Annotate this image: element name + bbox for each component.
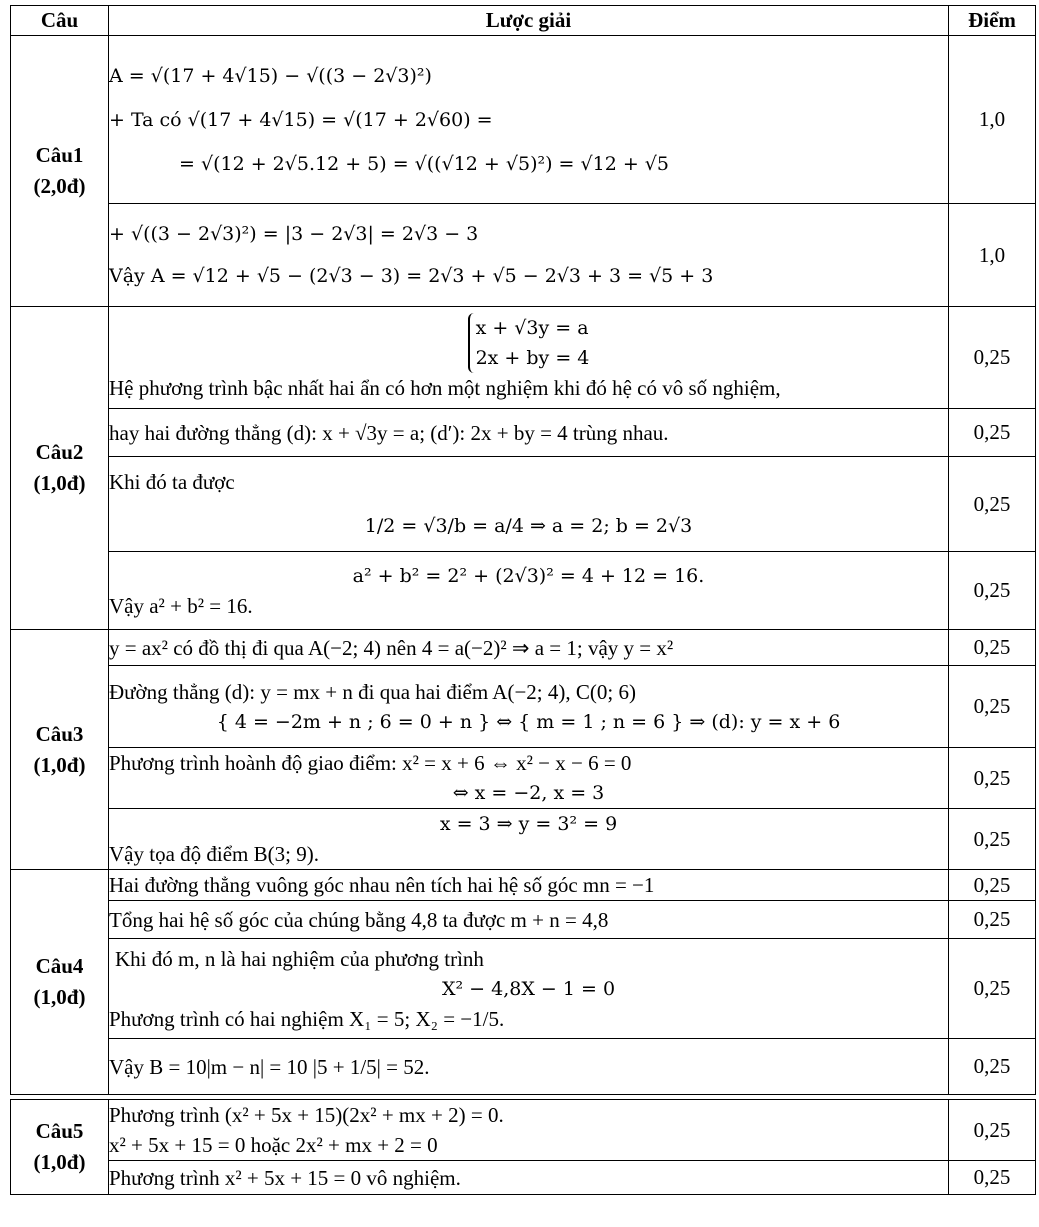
q2-row-4 — [11, 552, 1036, 630]
q1-line: A = √(17 + 4√15) − √((3 − 2√3)²) — [109, 64, 432, 87]
q3-score-1: 0,25 — [949, 630, 1036, 666]
q2-row-2 — [11, 409, 1036, 457]
q1-line: = √(12 + 2√5.12 + 5) = √((√12 + √5)²) = √12 + √5 — [179, 152, 669, 175]
q2-equation: a² + b² = 2² + (2√3)² = 4 + 12 = 16. — [352, 564, 705, 587]
q4-equation: X² − 4,8X − 1 = 0 — [441, 977, 616, 1000]
q2-text: Hệ phương trình bậc nhất hai ẩn có hơn một nghiệm khi đó hệ có vô số nghiệm, — [109, 375, 781, 400]
q2-row-3 — [11, 457, 1036, 552]
q2-label-cell — [11, 307, 109, 630]
q1-row-1 — [11, 36, 1036, 204]
q2-text: Khi đó ta được — [109, 470, 235, 494]
q4-solution-4 — [109, 1039, 949, 1095]
q2-solution-2 — [109, 409, 949, 457]
q4-row-3 — [11, 939, 1036, 1039]
header-luoc-giai: Lược giải — [109, 6, 949, 36]
q3-row-1 — [11, 630, 1036, 666]
q4-score-3: 0,25 — [949, 939, 1036, 1039]
q1-line: Vậy A = √12 + √5 − (2√3 − 3) = 2√3 + √5 − 2√3 + 3 = √5 + 3 — [109, 265, 714, 287]
q3-label: Câu3 — [35, 721, 84, 746]
q3-solution-4 — [109, 809, 949, 870]
q1-label: Câu1 — [35, 143, 84, 167]
q5-row-2 — [11, 1161, 1036, 1195]
q3-text: Phương trình hoành độ giao điểm: x² = x + 6 ⇔ x² − x − 6 = 0 — [109, 751, 632, 775]
q4-text: Phương trình có hai nghiệm X₁ = 5; X₂ = −1/5. — [109, 1006, 505, 1031]
q4-label-cell — [11, 870, 109, 1095]
q1-solution-2 — [109, 204, 949, 307]
q4-solution-3 — [109, 939, 949, 1039]
q2-points-total: (1,0đ) — [33, 471, 86, 495]
q4-text: Vậy B = 10|m − n| = 10 |5 + 1/5| = 52. — [109, 1054, 430, 1079]
q2-score-2: 0,25 — [949, 409, 1036, 457]
q1-solution-1 — [109, 36, 949, 204]
q5-points-total: (1,0đ) — [33, 1150, 86, 1174]
q5-text: Phương trình x² + 5x + 15 = 0 vô nghiệm. — [109, 1165, 461, 1190]
q2-row-1 — [11, 307, 1036, 409]
solution-table — [10, 5, 1036, 1195]
q3-equation: x = 3 ⇒ y = 3² = 9 — [439, 813, 618, 835]
q3-score-3: 0,25 — [949, 748, 1036, 809]
q4-row-1 — [11, 870, 1036, 901]
q4-text: Hai đường thẳng vuông góc nhau nên tích hai hệ số góc mn = −1 — [109, 873, 655, 897]
q3-solution-1 — [109, 630, 949, 666]
q1-points-total: (2,0đ) — [33, 174, 86, 198]
q2-score-3: 0,25 — [949, 457, 1036, 552]
q5-score-2: 0,25 — [949, 1161, 1036, 1195]
q3-score-4: 0,25 — [949, 809, 1036, 870]
q3-solution-3 — [109, 748, 949, 809]
q4-text: Tổng hai hệ số góc của chúng bằng 4,8 ta được m + n = 4,8 — [109, 907, 609, 932]
q5-solution-1 — [109, 1100, 949, 1161]
q3-label-cell — [11, 630, 109, 870]
q1-score-1: 1,0 — [949, 36, 1036, 204]
q2-system-eq2: 2x + by = 4 — [475, 346, 590, 369]
header-diem: Điểm — [949, 6, 1036, 36]
q3-text: Vậy tọa độ điểm B(3; 9). — [109, 842, 319, 866]
header-cau: Câu — [11, 6, 109, 36]
q4-solution-2 — [109, 901, 949, 939]
q2-system — [109, 313, 948, 373]
q3-row-3 — [11, 748, 1036, 809]
q4-points-total: (1,0đ) — [33, 985, 86, 1009]
q1-score-2: 1,0 — [949, 204, 1036, 307]
q4-score-4: 0,25 — [949, 1039, 1036, 1095]
q2-equation: 1/2 = √3/b = a/4 ⇒ a = 2; b = 2√3 — [364, 515, 693, 537]
q3-points-total: (1,0đ) — [33, 752, 86, 777]
q3-solution-2 — [109, 666, 949, 748]
q1-line: + √((3 − 2√3)²) = |3 − 2√3| = 2√3 − 3 — [109, 223, 479, 245]
q5-score-1: 0,25 — [949, 1100, 1036, 1161]
q3-equation: ⇔ x = −2, x = 3 — [452, 782, 605, 804]
q3-equation: { 4 = −2m + n ; 6 = 0 + n } ⇔ { m = 1 ; n = 6 } ⇒ (d): y = x + 6 — [216, 710, 841, 733]
q2-label: Câu2 — [35, 440, 84, 464]
q4-row-2 — [11, 901, 1036, 939]
q1-row-2 — [11, 204, 1036, 307]
q4-text: Khi đó m, n là hai nghiệm của phương trình — [115, 946, 484, 971]
q2-score-1: 0,25 — [949, 307, 1036, 409]
q5-solution-2 — [109, 1161, 949, 1195]
q2-score-4: 0,25 — [949, 552, 1036, 630]
q4-label: Câu4 — [35, 954, 84, 978]
q4-score-1: 0,25 — [949, 870, 1036, 901]
q1-label-cell — [11, 36, 109, 307]
q5-text: Phương trình (x² + 5x + 15)(2x² + mx + 2) = 0. — [109, 1103, 504, 1127]
q4-solution-1 — [109, 870, 949, 901]
q4-score-2: 0,25 — [949, 901, 1036, 939]
q2-solution-3 — [109, 457, 949, 552]
q5-text: x² + 5x + 15 = 0 hoặc 2x² + mx + 2 = 0 — [109, 1133, 438, 1157]
q3-text: y = ax² có đồ thị đi qua A(−2; 4) nên 4 = a(−2)² ⇒ a = 1; vậy y = x² — [109, 635, 674, 660]
q2-text: hay hai đường thẳng (d): x + √3y = a; (d′): 2x + by = 4 trùng nhau. — [109, 420, 669, 445]
q2-solution-1 — [109, 307, 949, 409]
q2-text: Vậy a² + b² = 16. — [109, 593, 253, 618]
q3-text: Đường thẳng (d): y = mx + n đi qua hai điểm A(−2; 4), C(0; 6) — [109, 679, 636, 704]
q4-row-4 — [11, 1039, 1036, 1095]
q1-line: + Ta có √(17 + 4√15) = √(17 + 2√60) = — [109, 108, 493, 131]
q3-score-2: 0,25 — [949, 666, 1036, 748]
q5-label: Câu5 — [35, 1119, 84, 1143]
q2-solution-4 — [109, 552, 949, 630]
q3-row-2 — [11, 666, 1036, 748]
q5-label-cell — [11, 1100, 109, 1195]
header-row — [11, 6, 1036, 36]
q5-row-1 — [11, 1100, 1036, 1161]
q3-row-4 — [11, 809, 1036, 870]
q2-system-eq1: x + √3y = a — [475, 316, 589, 339]
